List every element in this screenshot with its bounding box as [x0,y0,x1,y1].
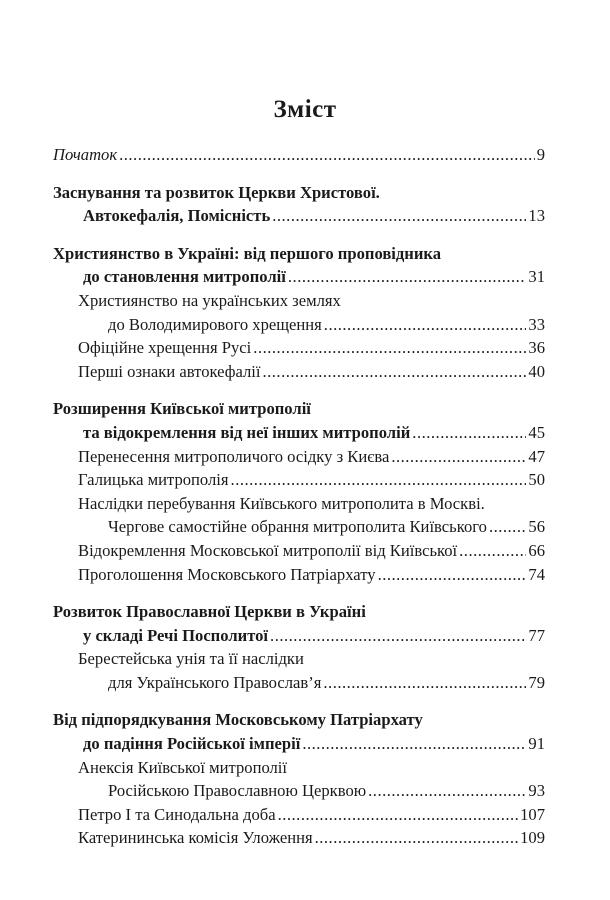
dot-leader [231,470,527,490]
dot-leader [378,565,527,585]
toc-line [53,315,545,339]
toc-line [53,267,545,291]
page-number: 50 [528,470,545,490]
dot-leader [323,673,526,693]
page-number: 36 [528,338,545,358]
toc-line [53,541,545,565]
dot-leader [459,541,526,561]
page-number: 13 [528,206,545,226]
entry-title: у складі Речі Посполитої [83,625,269,645]
dot-leader [270,626,526,646]
toc-section-group [53,399,545,588]
dot-leader [262,362,526,382]
entry-title: та відокремлення від неї інших митрополій [83,422,411,442]
toc-line [53,470,545,494]
entry-title: Галицька митрополія [78,470,229,490]
entry-title: до становлення митрополії [83,267,286,287]
page-number: 40 [528,361,545,381]
entry-title: Християнство на українських землях [78,290,341,310]
toc-subsection-entry[interactable] [53,828,545,852]
page-number: 56 [528,517,545,537]
toc-subsection-entry[interactable] [53,291,545,338]
toc-line [53,673,545,697]
page-number: 45 [528,422,545,442]
toc-section-entry[interactable] [53,145,545,169]
dot-leader [315,828,519,848]
entry-title: Берестейська унія та її наслідки [78,649,304,669]
toc-line [53,626,545,650]
toc-line [53,710,545,734]
toc-line [53,758,545,782]
entry-title: Офіційне хрещення Русі [78,338,252,358]
entry-title: Заснування та розвиток Церкви Христової. [53,182,380,202]
toc-section-entry[interactable] [53,183,545,230]
toc-line [53,423,545,447]
entry-title: Перенесення митрополичого осідку з Києва [78,446,390,466]
entry-title: Християнство в Україні: від першого проповідника [53,243,442,263]
entry-title: Російською Православною Церквою [108,781,367,801]
page-number: 31 [528,267,545,287]
toc-subsection-entry[interactable] [53,494,545,541]
dot-leader [302,734,526,754]
entry-title: до Володимирового хрещення [108,314,322,334]
entry-title: Петро I та Синодальна доба [78,804,276,824]
entry-title: Розширення Київської митрополії [53,399,311,419]
toc-subsection-entry[interactable] [53,541,545,565]
toc-line [53,649,545,673]
toc-line [53,399,545,423]
page-number: 74 [528,564,545,584]
toc-line [53,244,545,268]
dot-leader [489,517,526,537]
toc-section-group [53,244,545,386]
dot-leader [272,206,526,226]
dot-leader [119,145,535,165]
entry-title: Проголошення Московського Патріархату [78,564,376,584]
toc-line [53,828,545,852]
toc-section-entry[interactable] [53,244,545,291]
toc-subsection-entry[interactable] [53,362,545,386]
toc-section-entry[interactable] [53,710,545,757]
toc-line [53,145,545,169]
toc-line [53,781,545,805]
dot-leader [288,267,527,287]
toc-subsection-entry[interactable] [53,338,545,362]
toc-line [53,734,545,758]
toc-section-group [53,145,545,169]
page-number: 109 [520,828,545,848]
toc-section-entry[interactable] [53,399,545,446]
dot-leader [253,338,526,358]
entry-title: Чергове самостійне обрання митрополита Київського [108,517,487,537]
toc-line [53,517,545,541]
dot-leader [391,447,526,467]
toc-line [53,565,545,589]
table-of-contents [53,145,545,866]
page-number: 9 [536,145,545,164]
page-number: 107 [520,804,545,824]
toc-section-entry[interactable] [53,602,545,649]
toc-line [53,602,545,626]
toc-line [53,805,545,829]
entry-title: Катерининська комісія Уложення [78,828,313,848]
toc-line [53,494,545,518]
toc-subsection-entry[interactable] [53,649,545,696]
dot-leader [368,781,526,801]
toc-section-group [53,710,545,852]
page-number: 91 [528,734,545,754]
page-number: 79 [528,672,545,692]
toc-subsection-entry[interactable] [53,565,545,589]
page-number: 47 [528,446,545,466]
page-title: Зміст [273,96,337,123]
page-number: 77 [528,625,545,645]
page-number: 93 [528,781,545,801]
toc-section-group [53,183,545,230]
toc-line [53,447,545,471]
toc-line [53,362,545,386]
toc-line [53,206,545,230]
page-number: 33 [528,314,545,334]
entry-title: Розвиток Православної Церкви в Україні [53,602,366,622]
dot-leader [278,805,519,825]
toc-subsection-entry[interactable] [53,470,545,494]
entry-title: Відокремлення Московської митрополії від Київської [78,540,458,560]
entry-title: Від підпорядкування Московському Патріархату [53,710,423,730]
page-number: 66 [528,540,545,560]
dot-leader [412,423,526,443]
toc-line [53,183,545,207]
entry-title: Анексія Київської митрополії [78,757,288,777]
entry-title: для Українського Православ’я [108,672,322,692]
toc-subsection-entry[interactable] [53,805,545,829]
entry-title: Перші ознаки автокефалії [78,361,261,381]
entry-title: Початок [53,145,118,164]
entry-title: до падіння Російської імперії [83,734,301,754]
toc-line [53,338,545,362]
toc-subsection-entry[interactable] [53,758,545,805]
toc-subsection-entry[interactable] [53,447,545,471]
toc-line [53,291,545,315]
toc-section-group [53,602,545,696]
entry-title: Наслідки перебування Київського митрополита в Москві. [78,493,485,513]
entry-title: Автокефалія, Помісність [83,206,271,226]
dot-leader [324,315,527,335]
